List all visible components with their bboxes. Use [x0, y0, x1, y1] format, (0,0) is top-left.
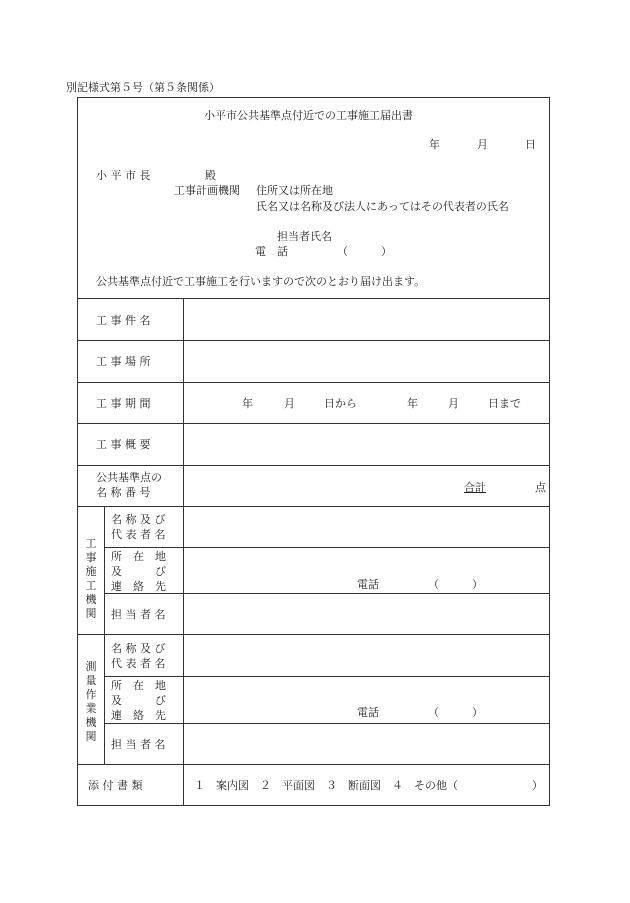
- survey-name-rep-2: 代 表 者 名: [111, 657, 166, 670]
- survey-contact-label: 担 当 者 名: [111, 738, 166, 751]
- survey-name-rep-1: 名 称 及 び: [111, 642, 166, 655]
- period-end-month: 月: [448, 397, 459, 410]
- period-start-year: 年: [242, 397, 253, 410]
- addressee: 小 平 市 長: [96, 169, 151, 182]
- construction-name-rep-2: 代 表 者 名: [111, 528, 166, 541]
- construction-location-1: 所 在 地: [111, 550, 166, 563]
- construction-contact-label: 担 当 者 名: [111, 608, 166, 621]
- rule: [77, 382, 550, 383]
- survey-location-1: 所 在 地: [111, 679, 166, 692]
- applicant-address-label: 住所又は所在地: [256, 184, 333, 197]
- form-number-label: 別記様式第５号（第５条関係）: [66, 81, 220, 94]
- date-year: 年: [429, 138, 440, 151]
- rule: [77, 764, 550, 765]
- construction-phone-field: （ ）: [428, 578, 483, 591]
- benchmark-label-2: 名 称 番 号: [96, 486, 151, 499]
- construction-phone-label: 電話: [357, 578, 379, 591]
- rule: [104, 593, 550, 594]
- work-period-label: 工 事 期 間: [96, 397, 151, 410]
- construction-location-2: 及 び: [111, 565, 166, 578]
- survey-location-3: 連 絡 先: [111, 709, 166, 722]
- rule: [77, 298, 550, 299]
- rule: [77, 506, 550, 507]
- date-month: 月: [477, 138, 488, 151]
- rule: [104, 547, 550, 548]
- total-label: 合計: [464, 481, 486, 494]
- rule: [104, 676, 550, 677]
- applicant-phone-label: 電 話: [255, 245, 288, 258]
- work-summary-label: 工 事 概 要: [96, 438, 151, 451]
- applicant-label: 工事計画機関: [174, 184, 240, 197]
- construction-name-rep-1: 名 称 及 び: [111, 513, 166, 526]
- total-field: [464, 482, 546, 493]
- work-place-label: 工 事 場 所: [96, 355, 151, 368]
- column-rule: [104, 506, 105, 764]
- survey-location-2: 及 び: [111, 694, 166, 707]
- attachments-label: 添 付 書 類: [88, 779, 143, 792]
- benchmark-label-1: 公共基準点の: [96, 471, 162, 484]
- date-day: 日: [525, 138, 536, 151]
- total-unit: 点: [535, 481, 546, 494]
- attachments-close: ）: [532, 779, 543, 792]
- rule: [104, 723, 550, 724]
- rule: [77, 423, 550, 424]
- honorific: 殿: [205, 169, 216, 182]
- survey-org-label: 測量作業機関: [85, 660, 97, 743]
- applicant-phone-field: （ ）: [337, 245, 392, 258]
- period-end-day: 日まで: [488, 397, 521, 410]
- applicant-contact-label: 担当者氏名: [277, 230, 332, 243]
- column-rule: [183, 298, 184, 806]
- document-title: 小平市公共基準点付近での工事施工届出書: [204, 109, 413, 122]
- applicant-name-label: 氏名又は名称及び法人にあってはその代表者の氏名: [256, 200, 509, 213]
- attachments-list: １ 案内図 ２ 平面図 ３ 断面図 ４ その他（: [194, 779, 458, 792]
- survey-phone-label: 電話: [357, 706, 379, 719]
- construction-org-label: 工事施工機関: [85, 537, 97, 620]
- work-name-label: 工 事 件 名: [96, 314, 151, 327]
- period-start-month: 月: [284, 397, 295, 410]
- construction-location-3: 連 絡 先: [111, 580, 166, 593]
- rule: [77, 634, 550, 635]
- period-start-day: 日から: [324, 397, 357, 410]
- period-end-year: 年: [407, 397, 418, 410]
- rule: [77, 465, 550, 466]
- statement: 公共基準点付近で工事施工を行いますので次のとおり届け出ます。: [96, 275, 426, 288]
- rule: [77, 340, 550, 341]
- survey-phone-field: （ ）: [428, 706, 483, 719]
